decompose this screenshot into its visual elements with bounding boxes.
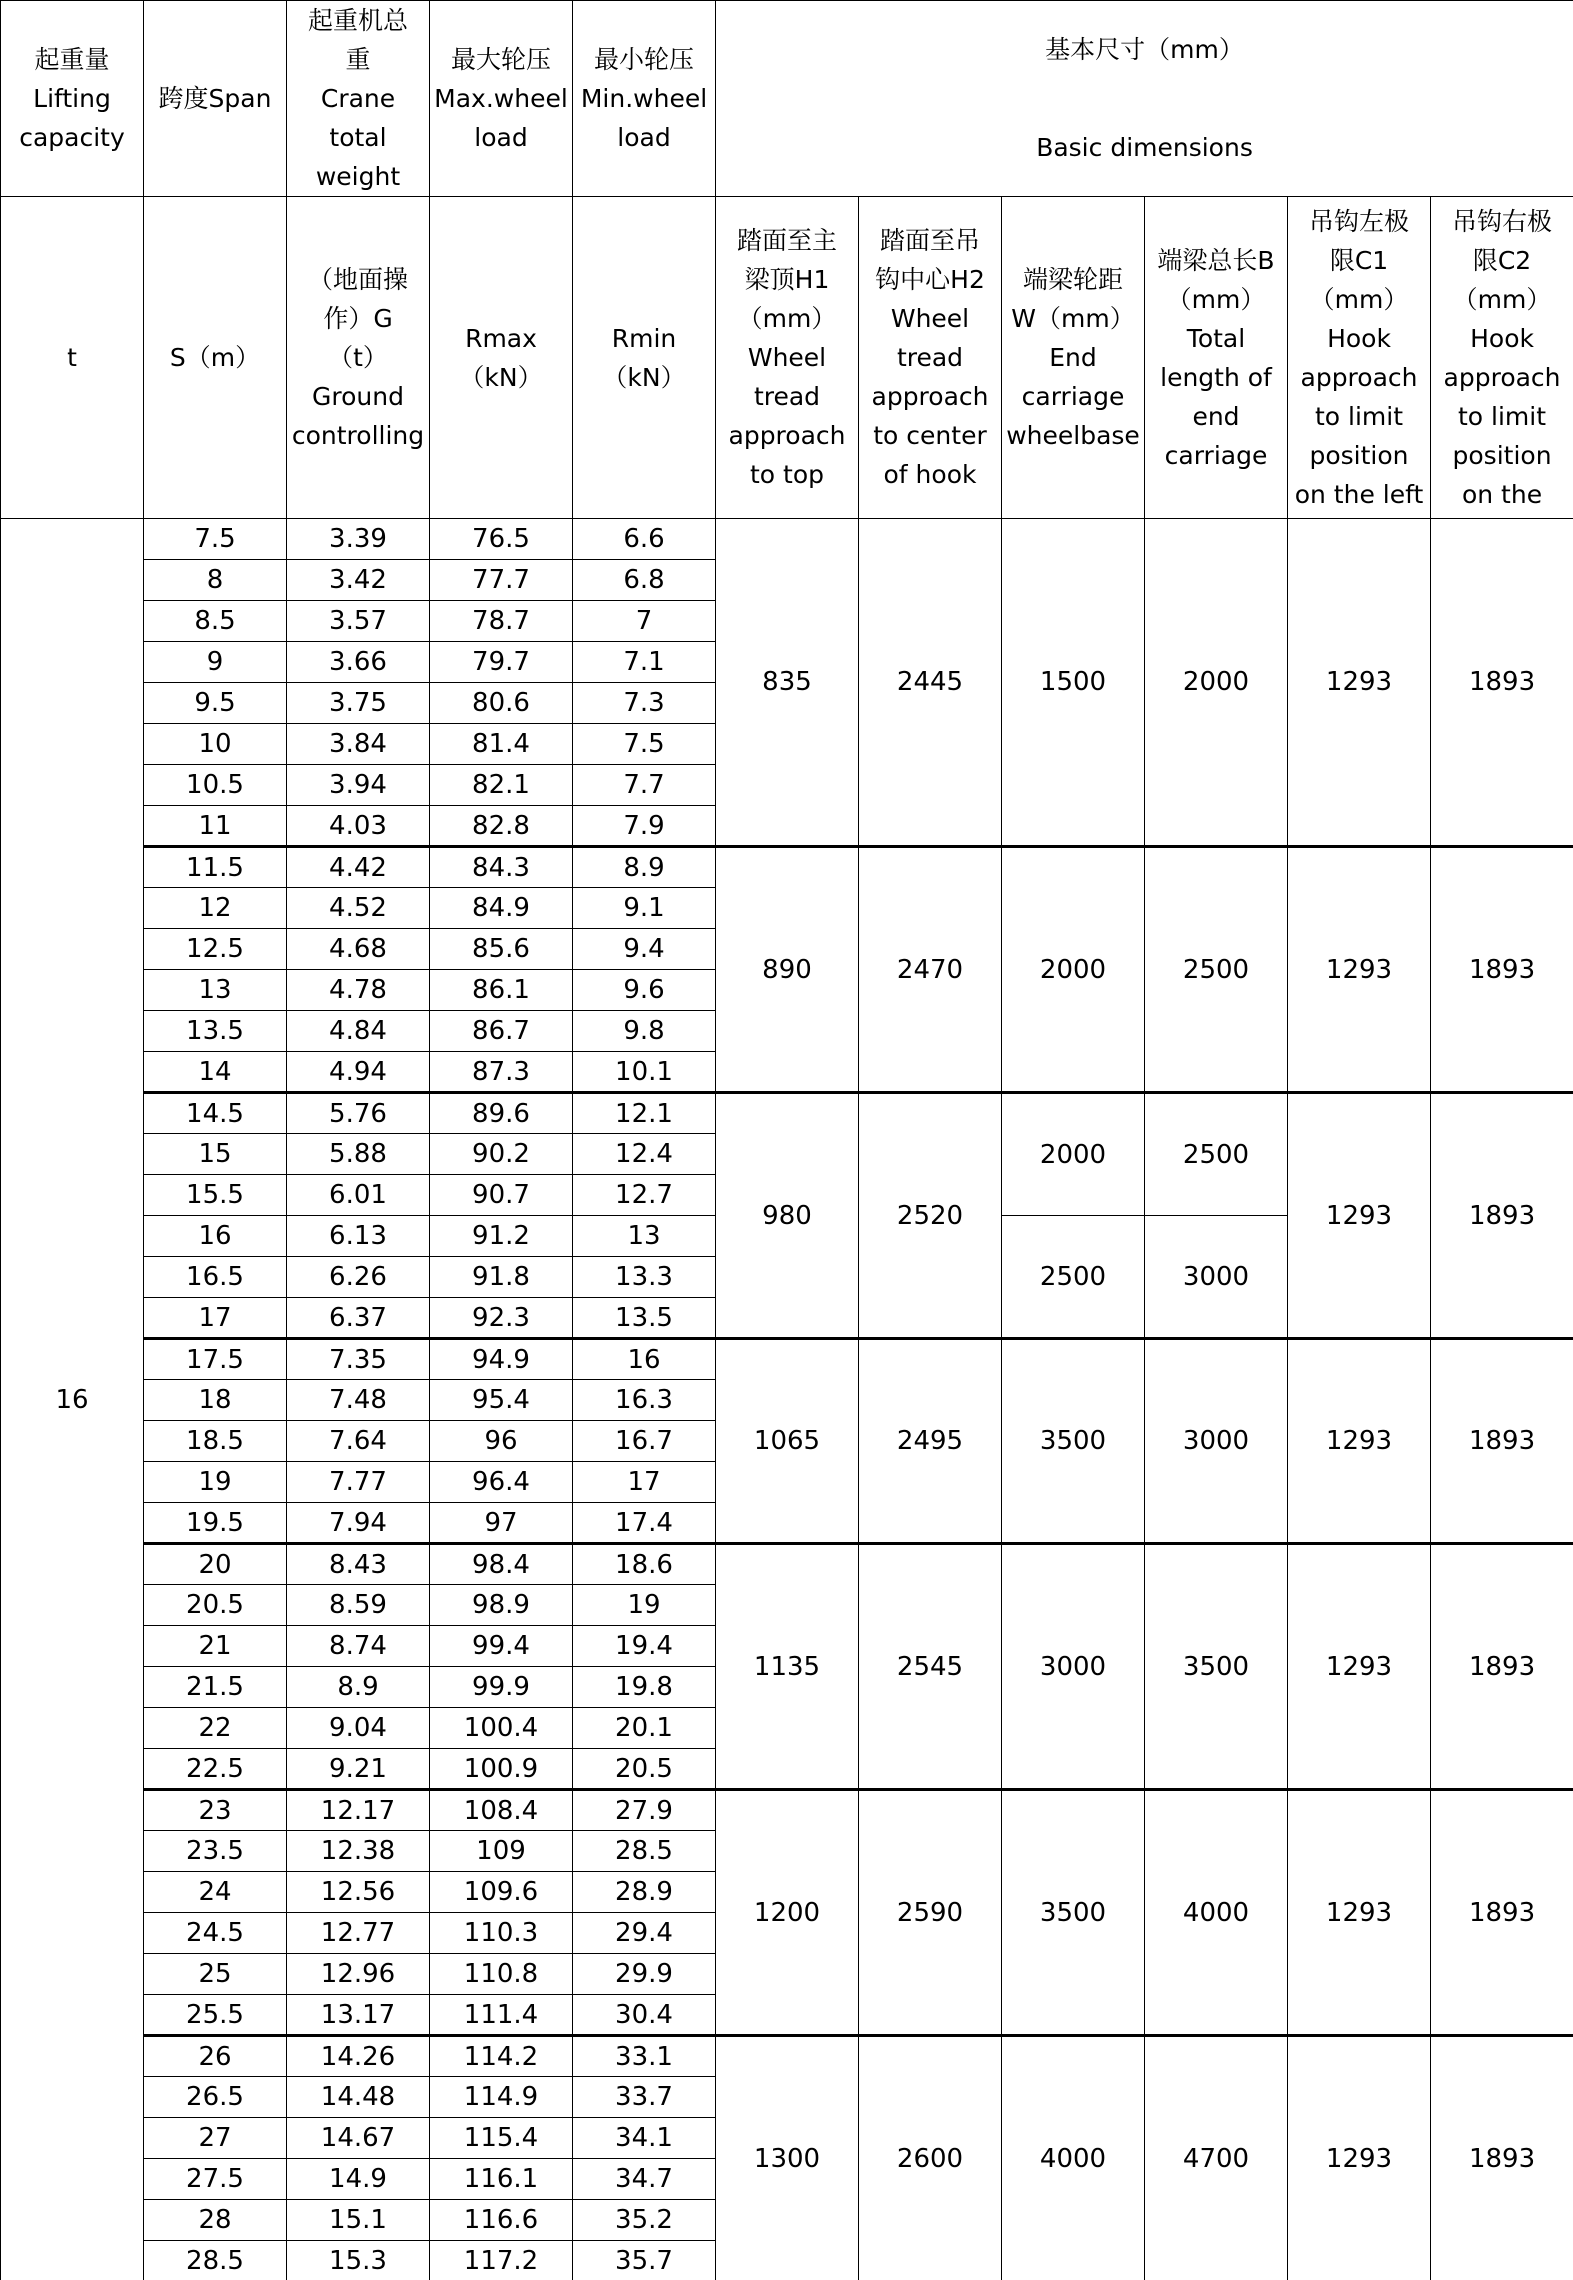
weight-cell: 5.88 xyxy=(287,1134,430,1175)
c2-cell: 1893 xyxy=(1431,847,1573,1093)
w-cell: 2000 xyxy=(1002,847,1145,1093)
h2-cell: 2445 xyxy=(859,519,1002,847)
rmax-cell: 84.3 xyxy=(430,847,573,888)
span-cell: 16 xyxy=(144,1216,287,1257)
rmax-cell: 109.6 xyxy=(430,1872,573,1913)
header-b: 端梁总长B （mm） Total length of end carriage xyxy=(1145,197,1288,519)
weight-cell: 8.74 xyxy=(287,1626,430,1667)
unit-ground-weight: （地面操 作）G （t） Ground controlling xyxy=(287,197,430,519)
c2-cell: 1893 xyxy=(1431,1544,1573,1790)
rmax-cell: 92.3 xyxy=(430,1298,573,1339)
rmin-cell: 13.3 xyxy=(573,1257,716,1298)
weight-cell: 4.78 xyxy=(287,970,430,1011)
rmin-cell: 19.4 xyxy=(573,1626,716,1667)
weight-cell: 4.68 xyxy=(287,929,430,970)
rmin-cell: 29.9 xyxy=(573,1954,716,1995)
w-cell: 2000 xyxy=(1002,1093,1145,1216)
rmax-cell: 110.3 xyxy=(430,1913,573,1954)
w-cell: 3500 xyxy=(1002,1790,1145,2036)
rmax-cell: 89.6 xyxy=(430,1093,573,1134)
rmax-cell: 91.8 xyxy=(430,1257,573,1298)
span-cell: 17 xyxy=(144,1298,287,1339)
rmin-cell: 12.4 xyxy=(573,1134,716,1175)
rmin-cell: 34.1 xyxy=(573,2118,716,2159)
b-cell: 3000 xyxy=(1145,1339,1288,1544)
c1-cell: 1293 xyxy=(1288,1790,1431,2036)
span-cell: 15.5 xyxy=(144,1175,287,1216)
rmax-cell: 76.5 xyxy=(430,519,573,560)
rmax-cell: 99.4 xyxy=(430,1626,573,1667)
rmin-cell: 16 xyxy=(573,1339,716,1380)
span-cell: 14 xyxy=(144,1052,287,1093)
b-cell: 2000 xyxy=(1145,519,1288,847)
header-crane-total-weight: 起重机总 重 Crane total weight xyxy=(287,1,430,197)
span-cell: 19.5 xyxy=(144,1503,287,1544)
weight-cell: 3.75 xyxy=(287,683,430,724)
header-basic-dimensions-cn: 基本尺寸（mm） xyxy=(716,1,1573,99)
span-cell: 9 xyxy=(144,642,287,683)
rmin-cell: 17.4 xyxy=(573,1503,716,1544)
rmax-cell: 98.4 xyxy=(430,1544,573,1585)
weight-cell: 7.64 xyxy=(287,1421,430,1462)
rmax-cell: 82.1 xyxy=(430,765,573,806)
rmax-cell: 96.4 xyxy=(430,1462,573,1503)
weight-cell: 7.94 xyxy=(287,1503,430,1544)
rmin-cell: 7.9 xyxy=(573,806,716,847)
rmin-cell: 12.7 xyxy=(573,1175,716,1216)
rmax-cell: 100.9 xyxy=(430,1749,573,1790)
h1-cell: 1065 xyxy=(716,1339,859,1544)
weight-cell: 4.84 xyxy=(287,1011,430,1052)
rmin-cell: 27.9 xyxy=(573,1790,716,1831)
c1-cell: 1293 xyxy=(1288,1093,1431,1339)
w-cell: 4000 xyxy=(1002,2036,1145,2280)
unit-rmin: Rmin （kN） xyxy=(573,197,716,519)
weight-cell: 12.56 xyxy=(287,1872,430,1913)
h1-cell: 835 xyxy=(716,519,859,847)
table-row xyxy=(1,847,1573,888)
weight-cell: 14.9 xyxy=(287,2159,430,2200)
span-cell: 8.5 xyxy=(144,601,287,642)
weight-cell: 12.77 xyxy=(287,1913,430,1954)
span-cell: 14.5 xyxy=(144,1093,287,1134)
span-cell: 19 xyxy=(144,1462,287,1503)
span-cell: 16.5 xyxy=(144,1257,287,1298)
rmax-cell: 116.1 xyxy=(430,2159,573,2200)
weight-cell: 3.94 xyxy=(287,765,430,806)
weight-cell: 7.35 xyxy=(287,1339,430,1380)
rmin-cell: 7.5 xyxy=(573,724,716,765)
header-h2: 踏面至吊 钩中心H2 Wheel tread approach to center of hook xyxy=(859,197,1002,519)
table-row xyxy=(1,1339,1573,1380)
weight-cell: 8.9 xyxy=(287,1667,430,1708)
weight-cell: 9.04 xyxy=(287,1708,430,1749)
rmax-cell: 85.6 xyxy=(430,929,573,970)
span-cell: 9.5 xyxy=(144,683,287,724)
unit-rmax: Rmax （kN） xyxy=(430,197,573,519)
rmin-cell: 9.6 xyxy=(573,970,716,1011)
weight-cell: 6.01 xyxy=(287,1175,430,1216)
unit-span: S（m） xyxy=(144,197,287,519)
span-cell: 28 xyxy=(144,2200,287,2241)
rmax-cell: 108.4 xyxy=(430,1790,573,1831)
rmax-cell: 81.4 xyxy=(430,724,573,765)
table-body xyxy=(1,1,1573,2280)
weight-cell: 6.26 xyxy=(287,1257,430,1298)
span-cell: 12.5 xyxy=(144,929,287,970)
rmin-cell: 20.5 xyxy=(573,1749,716,1790)
weight-cell: 3.39 xyxy=(287,519,430,560)
rmin-cell: 13 xyxy=(573,1216,716,1257)
rmin-cell: 16.3 xyxy=(573,1380,716,1421)
header-h1: 踏面至主 梁顶H1 （mm） Wheel tread approach to top xyxy=(716,197,859,519)
rmin-cell: 16.7 xyxy=(573,1421,716,1462)
rmin-cell: 10.1 xyxy=(573,1052,716,1093)
rmax-cell: 87.3 xyxy=(430,1052,573,1093)
rmax-cell: 86.1 xyxy=(430,970,573,1011)
b-cell: 3000 xyxy=(1145,1216,1288,1339)
weight-cell: 6.13 xyxy=(287,1216,430,1257)
weight-cell: 12.96 xyxy=(287,1954,430,1995)
header-min-wheel-load: 最小轮压 Min.wheel load xyxy=(573,1,716,197)
rmax-cell: 90.2 xyxy=(430,1134,573,1175)
c1-cell: 1293 xyxy=(1288,1339,1431,1544)
header-c2: 吊钩右极 限C2 （mm） Hook approach to limit position on the xyxy=(1431,197,1573,519)
w-cell: 3500 xyxy=(1002,1339,1145,1544)
b-cell: 4700 xyxy=(1145,2036,1288,2280)
rmin-cell: 8.9 xyxy=(573,847,716,888)
span-cell: 23.5 xyxy=(144,1831,287,1872)
span-cell: 21 xyxy=(144,1626,287,1667)
weight-cell: 9.21 xyxy=(287,1749,430,1790)
weight-cell: 4.52 xyxy=(287,888,430,929)
c1-cell: 1293 xyxy=(1288,1544,1431,1790)
w-cell: 1500 xyxy=(1002,519,1145,847)
unit-capacity: t xyxy=(1,197,144,519)
rmin-cell: 19.8 xyxy=(573,1667,716,1708)
c2-cell: 1893 xyxy=(1431,1093,1573,1339)
weight-cell: 3.66 xyxy=(287,642,430,683)
weight-cell: 3.57 xyxy=(287,601,430,642)
rmin-cell: 20.1 xyxy=(573,1708,716,1749)
rmin-cell: 9.1 xyxy=(573,888,716,929)
b-cell: 4000 xyxy=(1145,1790,1288,2036)
weight-cell: 4.94 xyxy=(287,1052,430,1093)
weight-cell: 5.76 xyxy=(287,1093,430,1134)
rmax-cell: 94.9 xyxy=(430,1339,573,1380)
span-cell: 11 xyxy=(144,806,287,847)
table-row xyxy=(1,1544,1573,1585)
span-cell: 11.5 xyxy=(144,847,287,888)
c1-cell: 1293 xyxy=(1288,2036,1431,2280)
h1-cell: 1300 xyxy=(716,2036,859,2280)
span-cell: 15 xyxy=(144,1134,287,1175)
rmax-cell: 100.4 xyxy=(430,1708,573,1749)
span-cell: 22 xyxy=(144,1708,287,1749)
weight-cell: 12.17 xyxy=(287,1790,430,1831)
rmax-cell: 114.9 xyxy=(430,2077,573,2118)
span-cell: 25.5 xyxy=(144,1995,287,2036)
w-cell: 2500 xyxy=(1002,1216,1145,1339)
header-c1: 吊钩左极 限C1 （mm） Hook approach to limit position on the left xyxy=(1288,197,1431,519)
h1-cell: 980 xyxy=(716,1093,859,1339)
header-span: 跨度Span xyxy=(144,1,287,197)
c2-cell: 1893 xyxy=(1431,1790,1573,2036)
span-cell: 18.5 xyxy=(144,1421,287,1462)
rmax-cell: 91.2 xyxy=(430,1216,573,1257)
rmin-cell: 33.1 xyxy=(573,2036,716,2077)
rmin-cell: 12.1 xyxy=(573,1093,716,1134)
rmax-cell: 82.8 xyxy=(430,806,573,847)
span-cell: 18 xyxy=(144,1380,287,1421)
weight-cell: 7.48 xyxy=(287,1380,430,1421)
rmax-cell: 78.7 xyxy=(430,601,573,642)
span-cell: 7.5 xyxy=(144,519,287,560)
capacity-cell: 16 xyxy=(1,519,144,2280)
weight-cell: 8.43 xyxy=(287,1544,430,1585)
rmax-cell: 115.4 xyxy=(430,2118,573,2159)
table-row xyxy=(1,1790,1573,1831)
rmax-cell: 86.7 xyxy=(430,1011,573,1052)
h2-cell: 2470 xyxy=(859,847,1002,1093)
h1-cell: 890 xyxy=(716,847,859,1093)
rmax-cell: 111.4 xyxy=(430,1995,573,2036)
rmin-cell: 29.4 xyxy=(573,1913,716,1954)
weight-cell: 14.26 xyxy=(287,2036,430,2077)
b-cell: 2500 xyxy=(1145,847,1288,1093)
rmax-cell: 110.8 xyxy=(430,1954,573,1995)
rmin-cell: 6.8 xyxy=(573,560,716,601)
span-cell: 26 xyxy=(144,2036,287,2077)
c2-cell: 1893 xyxy=(1431,2036,1573,2280)
h2-cell: 2520 xyxy=(859,1093,1002,1339)
span-cell: 10.5 xyxy=(144,765,287,806)
rmin-cell: 35.2 xyxy=(573,2200,716,2241)
span-cell: 21.5 xyxy=(144,1667,287,1708)
c2-cell: 1893 xyxy=(1431,1339,1573,1544)
span-cell: 20.5 xyxy=(144,1585,287,1626)
rmin-cell: 30.4 xyxy=(573,1995,716,2036)
span-cell: 17.5 xyxy=(144,1339,287,1380)
rmin-cell: 34.7 xyxy=(573,2159,716,2200)
rmin-cell: 28.9 xyxy=(573,1872,716,1913)
rmax-cell: 114.2 xyxy=(430,2036,573,2077)
span-cell: 26.5 xyxy=(144,2077,287,2118)
span-cell: 23 xyxy=(144,1790,287,1831)
rmin-cell: 13.5 xyxy=(573,1298,716,1339)
table-row xyxy=(1,1093,1573,1134)
span-cell: 20 xyxy=(144,1544,287,1585)
weight-cell: 15.1 xyxy=(287,2200,430,2241)
span-cell: 28.5 xyxy=(144,2241,287,2280)
rmin-cell: 7.3 xyxy=(573,683,716,724)
rmin-cell: 18.6 xyxy=(573,1544,716,1585)
rmin-cell: 35.7 xyxy=(573,2241,716,2280)
header-basic-dimensions-en: Basic dimensions xyxy=(716,99,1573,197)
h2-cell: 2600 xyxy=(859,2036,1002,2280)
rmax-cell: 109 xyxy=(430,1831,573,1872)
rmax-cell: 96 xyxy=(430,1421,573,1462)
span-cell: 12 xyxy=(144,888,287,929)
span-cell: 22.5 xyxy=(144,1749,287,1790)
span-cell: 25 xyxy=(144,1954,287,1995)
weight-cell: 13.17 xyxy=(287,1995,430,2036)
rmin-cell: 6.6 xyxy=(573,519,716,560)
h2-cell: 2545 xyxy=(859,1544,1002,1790)
rmin-cell: 7.7 xyxy=(573,765,716,806)
span-cell: 10 xyxy=(144,724,287,765)
weight-cell: 6.37 xyxy=(287,1298,430,1339)
rmax-cell: 117.2 xyxy=(430,2241,573,2280)
header-row-3 xyxy=(1,197,1573,519)
rmin-cell: 7.1 xyxy=(573,642,716,683)
rmin-cell: 9.8 xyxy=(573,1011,716,1052)
weight-cell: 14.48 xyxy=(287,2077,430,2118)
header-max-wheel-load: 最大轮压 Max.wheel load xyxy=(430,1,573,197)
rmax-cell: 98.9 xyxy=(430,1585,573,1626)
rmax-cell: 77.7 xyxy=(430,560,573,601)
rmin-cell: 33.7 xyxy=(573,2077,716,2118)
h1-cell: 1135 xyxy=(716,1544,859,1790)
rmin-cell: 28.5 xyxy=(573,1831,716,1872)
c1-cell: 1293 xyxy=(1288,519,1431,847)
weight-cell: 3.42 xyxy=(287,560,430,601)
rmax-cell: 99.9 xyxy=(430,1667,573,1708)
b-cell: 3500 xyxy=(1145,1544,1288,1790)
span-cell: 13.5 xyxy=(144,1011,287,1052)
span-cell: 24 xyxy=(144,1872,287,1913)
weight-cell: 4.42 xyxy=(287,847,430,888)
table-row xyxy=(1,519,1573,560)
span-cell: 24.5 xyxy=(144,1913,287,1954)
span-cell: 13 xyxy=(144,970,287,1011)
span-cell: 27 xyxy=(144,2118,287,2159)
rmin-cell: 7 xyxy=(573,601,716,642)
h1-cell: 1200 xyxy=(716,1790,859,2036)
weight-cell: 7.77 xyxy=(287,1462,430,1503)
c2-cell: 1893 xyxy=(1431,519,1573,847)
weight-cell: 3.84 xyxy=(287,724,430,765)
rmax-cell: 95.4 xyxy=(430,1380,573,1421)
rmax-cell: 80.6 xyxy=(430,683,573,724)
header-lifting-capacity: 起重量 Lifting capacity xyxy=(1,1,144,197)
span-cell: 8 xyxy=(144,560,287,601)
rmin-cell: 17 xyxy=(573,1462,716,1503)
header-w: 端梁轮距 W（mm） End carriage wheelbase xyxy=(1002,197,1145,519)
c1-cell: 1293 xyxy=(1288,847,1431,1093)
weight-cell: 12.38 xyxy=(287,1831,430,1872)
b-cell: 2500 xyxy=(1145,1093,1288,1216)
rmax-cell: 79.7 xyxy=(430,642,573,683)
rmax-cell: 90.7 xyxy=(430,1175,573,1216)
weight-cell: 4.03 xyxy=(287,806,430,847)
header-row-1 xyxy=(1,1,1573,99)
weight-cell: 14.67 xyxy=(287,2118,430,2159)
weight-cell: 15.3 xyxy=(287,2241,430,2280)
rmin-cell: 19 xyxy=(573,1585,716,1626)
span-cell: 27.5 xyxy=(144,2159,287,2200)
table-row xyxy=(1,2036,1573,2077)
rmax-cell: 97 xyxy=(430,1503,573,1544)
h2-cell: 2495 xyxy=(859,1339,1002,1544)
rmax-cell: 116.6 xyxy=(430,2200,573,2241)
rmax-cell: 84.9 xyxy=(430,888,573,929)
w-cell: 3000 xyxy=(1002,1544,1145,1790)
weight-cell: 8.59 xyxy=(287,1585,430,1626)
rmin-cell: 9.4 xyxy=(573,929,716,970)
h2-cell: 2590 xyxy=(859,1790,1002,2036)
